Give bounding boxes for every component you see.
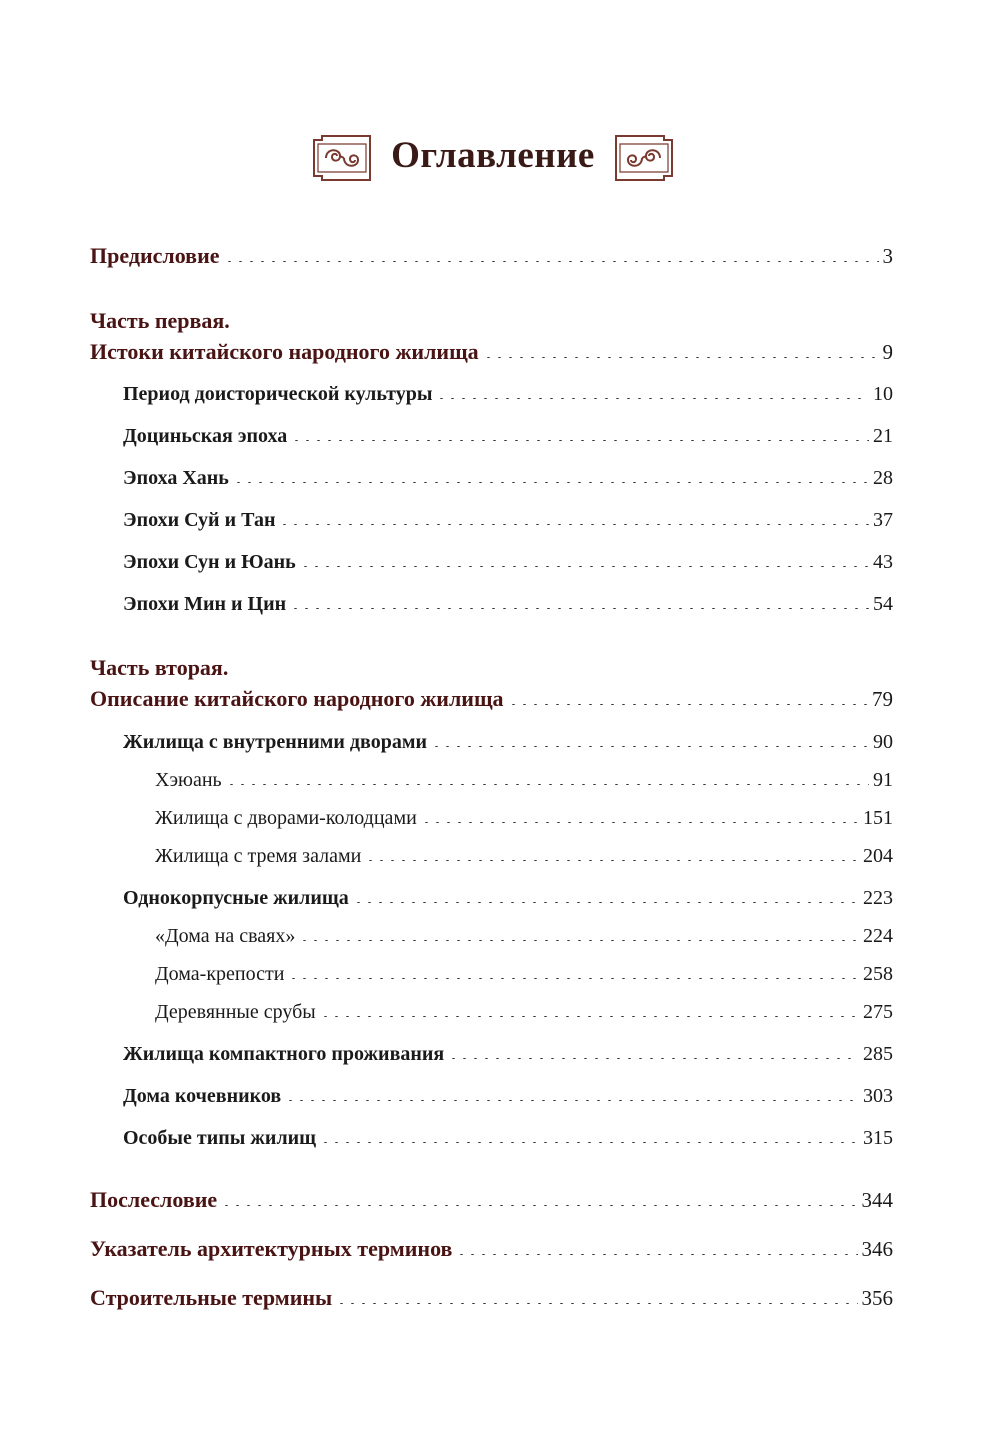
toc-page-number: 204 — [863, 845, 893, 867]
dot-leader — [353, 902, 859, 903]
toc-page-number: 9 — [882, 340, 893, 364]
toc-page-number: 28 — [873, 467, 893, 489]
dot-leader — [336, 1303, 857, 1304]
toc-entry-label: Хэюань — [155, 769, 222, 791]
toc-entry-label: Жилища с внутренними дворами — [123, 731, 427, 753]
toc-page-number: 356 — [861, 1286, 893, 1310]
dot-leader — [224, 261, 879, 262]
toc-entry-pre-qin[interactable] — [123, 425, 893, 448]
toc-page-number: 3 — [882, 244, 893, 268]
dot-leader — [290, 608, 869, 609]
toc-entry-fortress-houses[interactable] — [155, 963, 893, 986]
toc-entry-label: Деревянные срубы — [155, 1001, 316, 1023]
toc-page-number: 21 — [873, 425, 893, 447]
toc-entry-label: «Дома на сваях» — [155, 925, 296, 947]
toc-entry-label: Жилища с тремя залами — [155, 845, 362, 867]
dot-leader — [285, 1100, 859, 1101]
toc-entry-label: Истоки китайского народного жилища — [90, 339, 479, 364]
toc-entry-label: Эпохи Мин и Цин — [123, 593, 287, 615]
toc-entry-preface[interactable] — [90, 243, 893, 269]
toc-page-number: 151 — [863, 807, 893, 829]
toc-entry-arch-index[interactable] — [90, 1236, 893, 1262]
toc-entry-label: Доциньская эпоха — [123, 425, 288, 447]
toc-entry-label: Эпоха Хань — [123, 467, 229, 489]
toc-entry-stilt-houses[interactable] — [155, 925, 893, 948]
dot-leader — [233, 482, 869, 483]
toc-entry-prehistoric[interactable] — [123, 383, 893, 406]
toc-entry-part-two[interactable] — [90, 686, 893, 712]
toc-page-number: 10 — [873, 383, 893, 405]
toc-entry-log-houses[interactable] — [155, 1001, 893, 1024]
toc-entry-building-terms[interactable] — [90, 1285, 893, 1311]
toc-entry-label: Однокорпусные жилища — [123, 887, 349, 909]
toc-entry-sui-tang[interactable] — [123, 509, 893, 532]
toc-entry-label: Предисловие — [90, 243, 220, 268]
toc-page-number: 54 — [873, 593, 893, 615]
toc-entry-han[interactable] — [123, 467, 893, 490]
toc-entry-single-building[interactable] — [123, 887, 893, 910]
toc-entry-song-yuan[interactable] — [123, 551, 893, 574]
toc-page-number: 223 — [863, 887, 893, 909]
dot-leader — [221, 1205, 857, 1206]
toc-page-number: 90 — [873, 731, 893, 753]
dot-leader — [456, 1254, 857, 1255]
toc-page-number: 224 — [863, 925, 893, 947]
toc-entry-label: Жилища компактного проживания — [123, 1043, 445, 1065]
part-one-heading: Часть первая. — [90, 308, 230, 333]
page-title: Оглавление — [391, 135, 595, 176]
toc-entry-label: Дома кочевников — [123, 1085, 282, 1107]
toc-page-number: 275 — [863, 1001, 893, 1023]
dot-leader — [365, 860, 859, 861]
toc-entry-part-one[interactable] — [90, 339, 893, 365]
dot-leader — [300, 566, 869, 567]
dot-leader — [483, 357, 879, 358]
toc-page-number: 43 — [873, 551, 893, 573]
toc-entry-label: Строительные термины — [90, 1285, 333, 1310]
toc-page-number: 346 — [861, 1237, 893, 1261]
toc-entry-well-courtyards[interactable] — [155, 807, 893, 830]
dot-leader — [226, 784, 869, 785]
dot-leader — [291, 440, 869, 441]
toc-entry-courtyard-houses[interactable] — [123, 731, 893, 754]
toc-page-number: 315 — [863, 1127, 893, 1149]
toc-page-number: 344 — [861, 1188, 893, 1212]
toc-entry-label: Период доисторической культуры — [123, 383, 433, 405]
toc-entry-label: Эпохи Сун и Юань — [123, 551, 296, 573]
dot-leader — [421, 822, 859, 823]
toc-entry-label: Особые типы жилищ — [123, 1127, 317, 1149]
toc-entry-label: Дома-крепости — [155, 963, 285, 985]
toc-entry-label: Послесловие — [90, 1187, 218, 1212]
dot-leader — [508, 704, 868, 705]
toc-entry-label: Указатель архитектурных терминов — [90, 1236, 453, 1261]
dot-leader — [279, 524, 869, 525]
toc-entry-label: Жилища с дворами-колодцами — [155, 807, 417, 829]
dot-leader — [288, 978, 859, 979]
dot-leader — [436, 398, 869, 399]
dot-leader — [448, 1058, 859, 1059]
toc-entry-nomad-houses[interactable] — [123, 1085, 893, 1108]
toc-entry-label: Описание китайского народного жилища — [90, 686, 504, 711]
toc-page-number: 91 — [873, 769, 893, 791]
toc-entry-three-halls[interactable] — [155, 845, 893, 868]
toc-entry-compact-living[interactable] — [123, 1043, 893, 1066]
toc-page-number: 79 — [872, 687, 893, 711]
toc-page-number: 258 — [863, 963, 893, 985]
toc-page-number: 285 — [863, 1043, 893, 1065]
toc-page-number: 303 — [863, 1085, 893, 1107]
dot-leader — [299, 940, 859, 941]
dot-leader — [320, 1142, 859, 1143]
part-two-heading: Часть вторая. — [90, 655, 229, 680]
toc-entry-ming-qing[interactable] — [123, 593, 893, 616]
dot-leader — [320, 1016, 859, 1017]
dot-leader — [431, 746, 869, 747]
toc-entry-heyuan[interactable] — [155, 769, 893, 792]
toc-entry-label: Эпохи Суй и Тан — [123, 509, 276, 531]
toc-page-number: 37 — [873, 509, 893, 531]
toc-entry-afterword[interactable] — [90, 1187, 893, 1213]
toc-entry-special-types[interactable] — [123, 1127, 893, 1150]
